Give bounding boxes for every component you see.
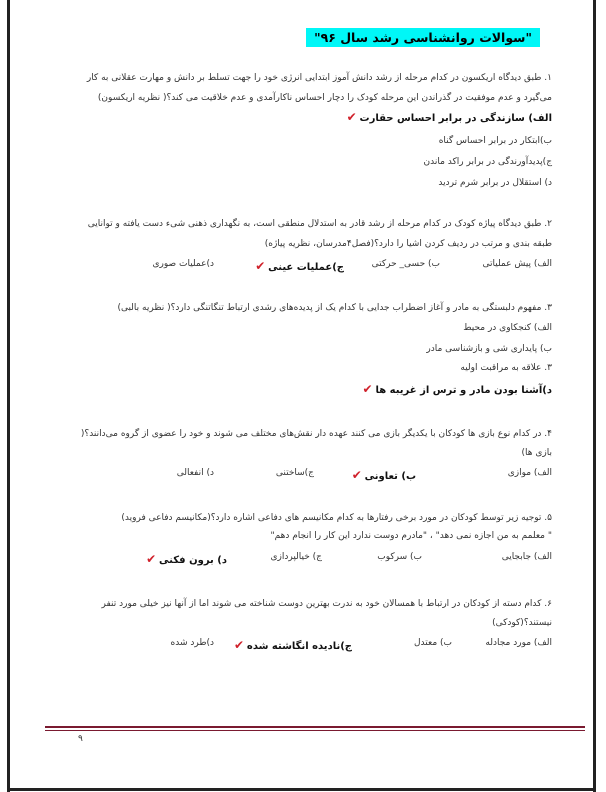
q5-option-a: الف) جابجایی [501, 552, 552, 562]
q4-option-c: ج)ساختنی [275, 468, 314, 478]
q1-option-d: د) استقلال در برابر شرم تردید [438, 178, 552, 188]
document-page [30, 0, 570, 792]
q6-option-d: د)طرد شده [170, 638, 214, 648]
q3-option-d-label: د)آشنا بودن مادر و ترس از غریبه ها [375, 385, 552, 396]
q1-option-c: ج)پدیدآورندگی در برابر راکد ماندن [423, 157, 552, 167]
check-mark-icon: ✔ [351, 468, 362, 482]
check-mark-icon: ✔ [255, 259, 266, 273]
q1-option-a-label: الف) سازندگی در برابر احساس حقارت [359, 113, 552, 124]
q2-option-c-label: ج)عملیات عینی [268, 262, 344, 273]
q1-text-line1: ۱. طبق دیدگاه اریکسون در کدام مرحله از رشد دانش آموز ابتدایی انرژی خود را جهت تسلط بر دانش و مهارت عقلانی به کار [86, 73, 552, 83]
q2-option-d: د)عملیات صوری [152, 259, 214, 269]
q2-option-b: ب) حسی_ حرکتی [371, 259, 440, 269]
q4-option-a: الف) موازی [507, 468, 552, 478]
q2-option-c [255, 259, 344, 273]
q5-text-line2: " معلمم به من اجازه نمی دهد" ، "مادرم دوست ندارد این کار را انجام دهم" [270, 531, 552, 541]
q3-option-a: الف) کنجکاوی در محیط [463, 323, 552, 333]
q3-option-d [30, 383, 552, 398]
q4-text-line1: ۴. در کدام نوع بازی ها کودکان با یکدیگر بازی می کنند عهده دار نقش‌های مختلف می شوند و خود را عضوی از گروه می‌دانند؟( [80, 429, 552, 439]
page-number: ۹ [78, 734, 83, 744]
page-border-right [593, 0, 596, 792]
footer-rule-thin [45, 730, 585, 731]
q2-text-line2: طبقه بندی و مرتب در ردیف کردن اشیا را دارد؟(فصل۴مدرسان، نظریه پیاژه) [264, 239, 552, 249]
q5-text-line1: ۵. توجیه زیر توسط کودکان در مورد برخی رفتارها به کدام مکانیسم های دفاعی اشاره دارد؟(مکانیسم دفاعی فروید) [121, 513, 552, 523]
q2-option-a: الف) پیش عملیاتی [482, 259, 552, 269]
page-border-left [7, 0, 10, 792]
q5-option-d-label: د) برون فکنی [159, 555, 227, 566]
q4-option-d: د) انفعالی [176, 468, 214, 478]
check-mark-icon: ✔ [233, 638, 245, 652]
q4-option-b-label: ب) تعاونی [364, 471, 416, 482]
q1-option-a [30, 111, 552, 126]
page-title: "سوالات روانشناسی رشد سال ۹۶" [306, 28, 540, 47]
q4-text-line2: بازی ها) [521, 448, 552, 458]
q1-text-line2: می‌گیرد و عدم موفقیت در گذراندن این مرحله کودک را دچار احساس ناکارآمدی و عدم خلاقیت می کند؟( نظریه اریکسون) [97, 93, 552, 103]
q6-option-c [234, 638, 352, 652]
check-mark-icon: ✔ [362, 382, 373, 396]
q3-option-b: ب) پایداری شی و بازشناسی مادر [426, 344, 552, 354]
q5-option-b: ب) سرکوب [377, 552, 422, 562]
q4-options [30, 468, 552, 482]
check-mark-icon: ✔ [146, 552, 157, 566]
q5-option-d [146, 552, 227, 566]
q2-options [30, 259, 552, 273]
q6-options [30, 638, 552, 652]
q5-option-c: ج) خیالپردازی [270, 552, 322, 562]
q6-option-c-label: ج)نادیده انگاشته شده [246, 641, 352, 652]
q2-text-line1: ۲. طبق دیدگاه پیاژه کودک در کدام مرحله از رشد قادر به استدلال منطقی است، به نگهداری ذهنی شیء دست یافته و توانایی [87, 219, 552, 229]
q4-option-b [352, 468, 416, 482]
footer-rule [45, 726, 585, 728]
q3-option-c: ۳. علاقه به مراقبت اولیه [460, 363, 552, 373]
q6-text-line1: ۶. کدام دسته از کودکان در ارتباط با همسالان خود به ندرت بهترین دوست شناخته می شوند اما از آنها نیز خیلی مورد تنفر [101, 599, 552, 609]
q6-option-a: الف) مورد مجادله [485, 638, 552, 648]
q5-options [30, 552, 552, 566]
q6-text-line2: نیستند؟(کودکی) [492, 618, 552, 628]
q6-option-b: ب) معتدل [414, 638, 452, 648]
check-mark-icon: ✔ [346, 110, 357, 124]
q1-option-b: ب)ابتکار در برابر احساس گناه [438, 136, 552, 146]
q3-text-line1: ۳. مفهوم دلبستگی به مادر و آغاز اضطراب جدایی با کدام یک از پدیده‌های رشدی ارتباط تنگاتنگی دارد؟( نظریه بالبی) [117, 303, 552, 313]
